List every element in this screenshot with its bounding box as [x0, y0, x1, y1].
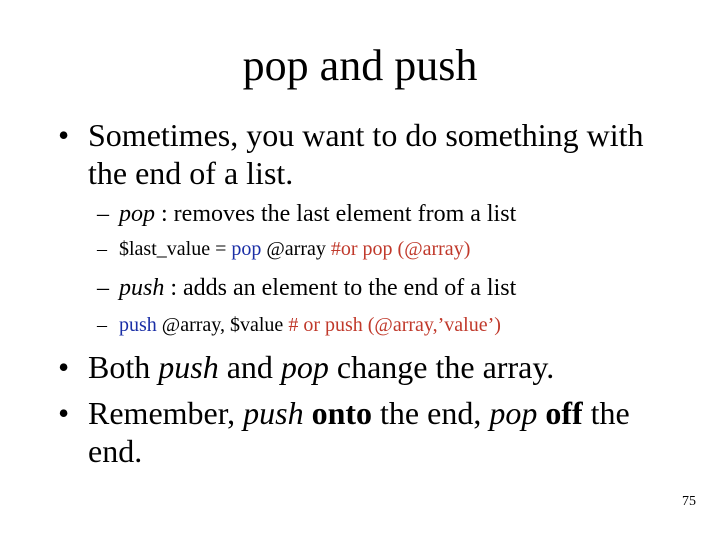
bullet-text-line-1: Sometimes, you want to do something with [88, 117, 644, 153]
dash-marker: – [97, 275, 109, 301]
sub-bullet-push-example [97, 312, 501, 338]
term-pop: pop [280, 349, 329, 385]
code-comment: # or push (@array,’value’) [288, 314, 501, 336]
dash-marker: – [97, 201, 109, 227]
term-off: off [545, 395, 583, 431]
code-comment: #or pop (@array) [330, 238, 471, 260]
pop-description: : removes the last element from a list [155, 201, 517, 227]
bullet-marker: • [58, 117, 70, 153]
code-arg: @array, $value [156, 314, 289, 336]
bullet-marker: • [58, 349, 70, 385]
sub-bullet-push [97, 273, 516, 303]
term-push: push [243, 395, 304, 431]
code-keyword-push: push [119, 314, 157, 336]
code-lhs: $last_value = [119, 238, 232, 260]
sub-bullet-pop-example [97, 236, 470, 262]
bullet-text: Both push and pop change the array. [88, 349, 555, 385]
bullet-remember [58, 394, 630, 470]
page-number: 75 [682, 494, 696, 509]
term-push: push [119, 275, 165, 301]
dash-marker: – [97, 314, 107, 336]
term-pop: pop [489, 395, 538, 431]
bullet-both [58, 348, 554, 386]
push-description: : adds an element to the end of a list [164, 275, 517, 301]
bullet-text-line-2: end. [88, 433, 143, 469]
term-push: push [158, 349, 219, 385]
code-arg: @array [261, 238, 331, 260]
term-pop: pop [119, 201, 155, 227]
slide-title: pop and push [242, 41, 478, 90]
code-keyword-pop: pop [231, 238, 262, 260]
bullet-text-line-1: Remember, push onto the end, pop off the [88, 395, 630, 431]
bullet-text-line-2: the end of a list. [88, 155, 294, 191]
bullet-sometimes [58, 116, 644, 192]
bullet-marker: • [58, 395, 70, 431]
term-onto: onto [311, 395, 373, 431]
dash-marker: – [97, 238, 107, 260]
sub-bullet-pop [97, 199, 516, 229]
